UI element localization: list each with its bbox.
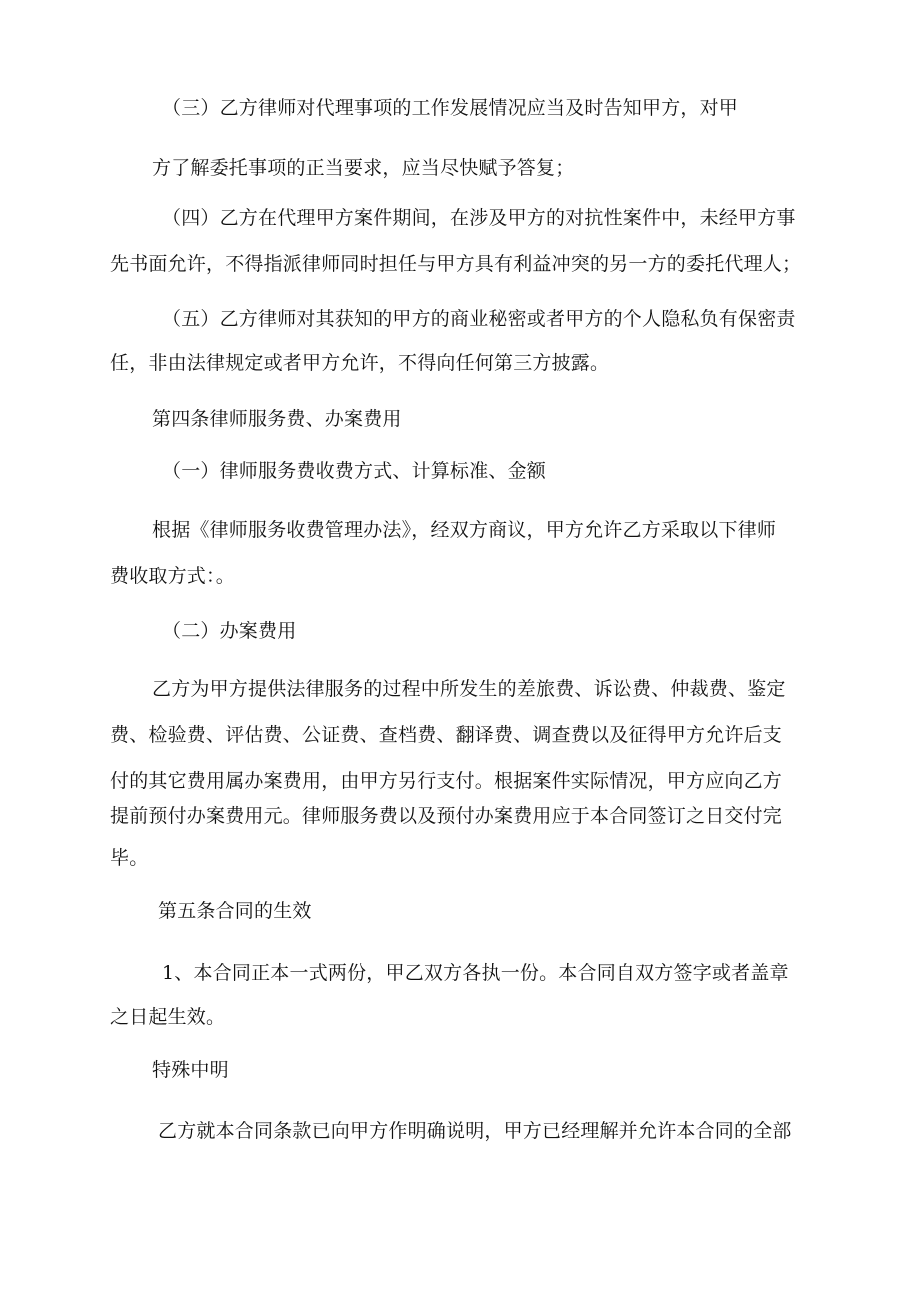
special-statement-heading: 特殊中明 (152, 1059, 229, 1081)
article-4-item-2-heading: （二）办案费用 (162, 620, 297, 642)
article-5-item-1-line-2: 之日起生效。 (110, 1006, 226, 1028)
article-4-item-1-heading: （一）律师服务费收费方式、计算标准、金额 (162, 460, 547, 482)
special-statement-line-1: 乙方就本合同条款已向甲方作明确说明，甲方已经理解并允许本合同的全部 (158, 1120, 792, 1142)
paragraph-5-line-2: 任，非由法律规定或者甲方允许，不得向任何第三方披露。 (110, 352, 610, 374)
article-4-item-2-line-1: 乙方为甲方提供法律服务的过程中所发生的差旅费、诉讼费、仲裁费、鉴定 (152, 678, 786, 700)
paragraph-4-line-2: 先书面允许，不得指派律师同时担任与甲方具有利益冲突的另一方的委托代理人； (110, 253, 802, 275)
paragraph-5-line-1: （五）乙方律师对其获知的甲方的商业秘密或者甲方的个人隐私负有保密责 (162, 308, 796, 330)
article-4-item-2-line-2: 费、检验费、评估费、公证费、查档费、翻译费、调查费以及征得甲方允许后支 (110, 724, 783, 746)
article-5-heading: 第五条合同的生效 (158, 900, 312, 922)
article-4-item-2-line-4: 提前预付办案费用元。律师服务费以及预付办案费用应于本合同签订之日交付完 (110, 805, 783, 827)
article-4-item-2-line-5: 毕。 (110, 847, 149, 869)
article-4-heading: 第四条律师服务费、办案费用 (152, 408, 402, 430)
article-5-item-1-line-1: 1、本合同正本一式两份，甲乙双方各执一份。本合同自双方签字或者盖章 (162, 962, 789, 984)
paragraph-4-line-1: （四）乙方在代理甲方案件期间，在涉及甲方的对抗性案件中，未经甲方事 (162, 207, 796, 229)
article-4-item-1-line-2: 费收取方式：。 (110, 565, 235, 587)
article-4-item-2-line-3: 付的其它费用属办案费用，由甲方另行支付。根据案件实际情况，甲方应向乙方 (110, 770, 783, 792)
article-4-item-1-line-1: 根据《律师服务收费管理办法》，经双方商议，甲方允许乙方采取以下律师 (152, 519, 777, 541)
paragraph-3-line-1: （三）乙方律师对代理事项的工作发展情况应当及时告知甲方，对甲 (162, 97, 739, 119)
paragraph-3-line-2: 方了解委托事项的正当要求，应当尽快赋予答复； (152, 157, 575, 179)
